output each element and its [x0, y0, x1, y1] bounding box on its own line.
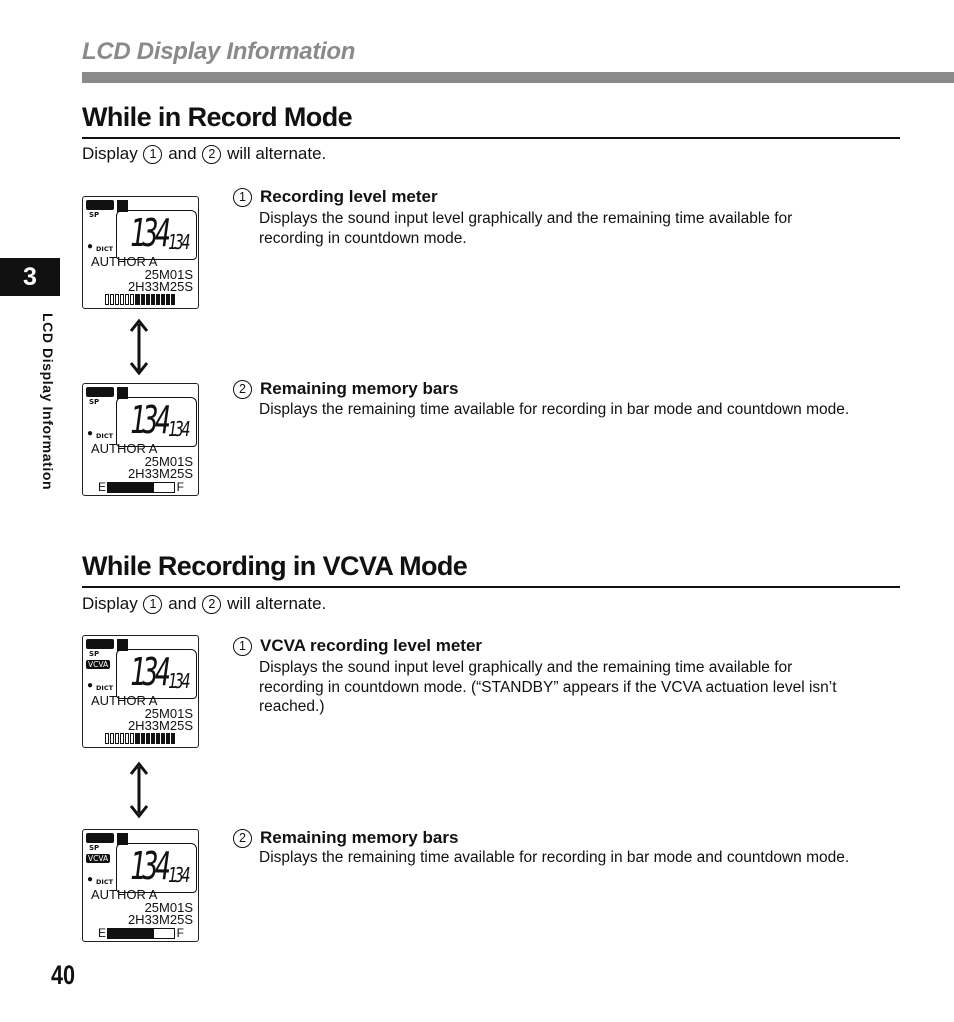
circled-number: 2 [202, 145, 221, 164]
lcd-remaining-time: 2H33M25S [127, 718, 193, 733]
lcd-total-files: 134 [168, 863, 189, 887]
lcd-illustration [82, 635, 199, 748]
vcva-indicator: VCVA [88, 854, 109, 863]
circled-number: 2 [233, 380, 252, 399]
level-meter [105, 733, 175, 744]
item-heading: 2 Remaining memory bars [232, 379, 458, 399]
meter-segment [156, 294, 160, 305]
meter-segment [156, 733, 160, 744]
lcd-file-number: 134 [130, 650, 168, 694]
sp-mode-label: SP [89, 650, 100, 658]
meter-segment [120, 733, 124, 744]
battery-icon [86, 833, 114, 843]
lcd-total-files: 134 [168, 230, 189, 254]
meter-segment [115, 294, 119, 305]
meter-segment [166, 733, 170, 744]
item-heading: 1 Recording level meter [232, 187, 438, 207]
meter-segment [135, 294, 139, 305]
section-title: While Recording in VCVA Mode [82, 551, 468, 581]
memory-empty-label: E [98, 926, 107, 940]
meter-segment [110, 733, 114, 744]
meter-segment [146, 294, 150, 305]
header-bar [82, 72, 954, 83]
meter-segment [120, 294, 124, 305]
microphone-icon: ● [87, 241, 94, 252]
lcd-author: AUTHOR A [91, 693, 158, 708]
item-heading: 2 Remaining memory bars [232, 828, 458, 848]
page-number: 40 [51, 960, 76, 990]
dict-label: DICT [96, 684, 114, 692]
section-rule [82, 586, 900, 588]
lcd-recorded-time: 25M01S [144, 267, 193, 282]
lcd-recorded-time: 25M01S [144, 900, 193, 915]
vcva-indicator: VCVA [88, 660, 109, 669]
memory-full-label: F [176, 480, 184, 494]
lcd-file-number: 134 [130, 211, 168, 255]
lcd-remaining-time: 2H33M25S [127, 279, 193, 294]
dict-label: DICT [96, 432, 114, 440]
lcd-author: AUTHOR A [91, 441, 158, 456]
microphone-icon: ● [87, 428, 94, 439]
sp-mode-label: SP [89, 211, 100, 219]
meter-segment [141, 733, 145, 744]
section-title: While in Record Mode [82, 102, 353, 132]
item-description: Displays the sound input level graphically and the remaining time available for recording in countdown mode. (“STANDBY” appears if the VCVA actuation level isn’t reached.) [259, 659, 837, 715]
chapter-tab: 3 [0, 258, 60, 296]
meter-segment [141, 294, 145, 305]
item-description: Displays the sound input level graphically and the remaining time available for recording in countdown mode. [259, 210, 793, 247]
meter-segment [125, 733, 129, 744]
circled-number: 1 [143, 595, 162, 614]
lcd-illustration [82, 383, 199, 496]
circled-number: 2 [233, 829, 252, 848]
lcd-author: AUTHOR A [91, 254, 158, 269]
meter-segment [105, 294, 109, 305]
circled-number: 1 [233, 188, 252, 207]
memory-bar-fill [108, 483, 154, 492]
microphone-icon: ● [87, 874, 94, 885]
lcd-file-number: 134 [130, 398, 168, 442]
microphone-icon: ● [87, 680, 94, 691]
memory-empty-label: E [98, 480, 107, 494]
memory-bar-fill [108, 929, 154, 938]
memory-bar [107, 928, 175, 939]
lcd-file-number: 134 [130, 844, 168, 888]
meter-segment [115, 733, 119, 744]
meter-segment [166, 294, 170, 305]
dict-label: DICT [96, 878, 114, 886]
lcd-total-files: 134 [168, 417, 189, 441]
meter-segment [130, 733, 134, 744]
alternate-arrow-icon [124, 318, 154, 376]
meter-segment [151, 733, 155, 744]
meter-segment [171, 733, 175, 744]
circled-number: 2 [202, 595, 221, 614]
battery-icon [86, 639, 114, 649]
meter-segment [130, 294, 134, 305]
item-description: Displays the remaining time available for recording in bar mode and countdown mode. [259, 849, 850, 866]
battery-icon [86, 200, 114, 210]
memory-bar [107, 482, 175, 493]
lcd-illustration [82, 829, 199, 942]
meter-segment [161, 733, 165, 744]
section-intro: Display 1 and 2 will alternate. [82, 594, 327, 613]
meter-segment [161, 294, 165, 305]
lcd-total-files: 134 [168, 669, 189, 693]
dict-label: DICT [96, 245, 114, 253]
lcd-illustration [82, 196, 199, 309]
circled-number: 1 [233, 637, 252, 656]
lcd-remaining-time: 2H33M25S [127, 912, 193, 927]
meter-segment [171, 294, 175, 305]
header-title: LCD Display Information [82, 38, 356, 65]
section-intro: Display 1 and 2 will alternate. [82, 144, 327, 163]
lcd-remaining-time: 2H33M25S [127, 466, 193, 481]
lcd-recorded-time: 25M01S [144, 454, 193, 469]
sp-mode-label: SP [89, 398, 100, 406]
item-heading: 1 VCVA recording level meter [232, 636, 482, 656]
section-rule [82, 137, 900, 139]
memory-full-label: F [176, 926, 184, 940]
meter-segment [105, 733, 109, 744]
circled-number: 1 [143, 145, 162, 164]
meter-segment [151, 294, 155, 305]
meter-segment [146, 733, 150, 744]
level-meter [105, 294, 175, 305]
lcd-author: AUTHOR A [91, 887, 158, 902]
meter-segment [110, 294, 114, 305]
chapter-side-label: LCD Display Information [40, 313, 56, 491]
battery-icon [86, 387, 114, 397]
alternate-arrow-icon [124, 761, 154, 819]
meter-segment [125, 294, 129, 305]
sp-mode-label: SP [89, 844, 100, 852]
item-description: Displays the remaining time available for recording in bar mode and countdown mode. [259, 401, 850, 418]
lcd-recorded-time: 25M01S [144, 706, 193, 721]
meter-segment [135, 733, 139, 744]
